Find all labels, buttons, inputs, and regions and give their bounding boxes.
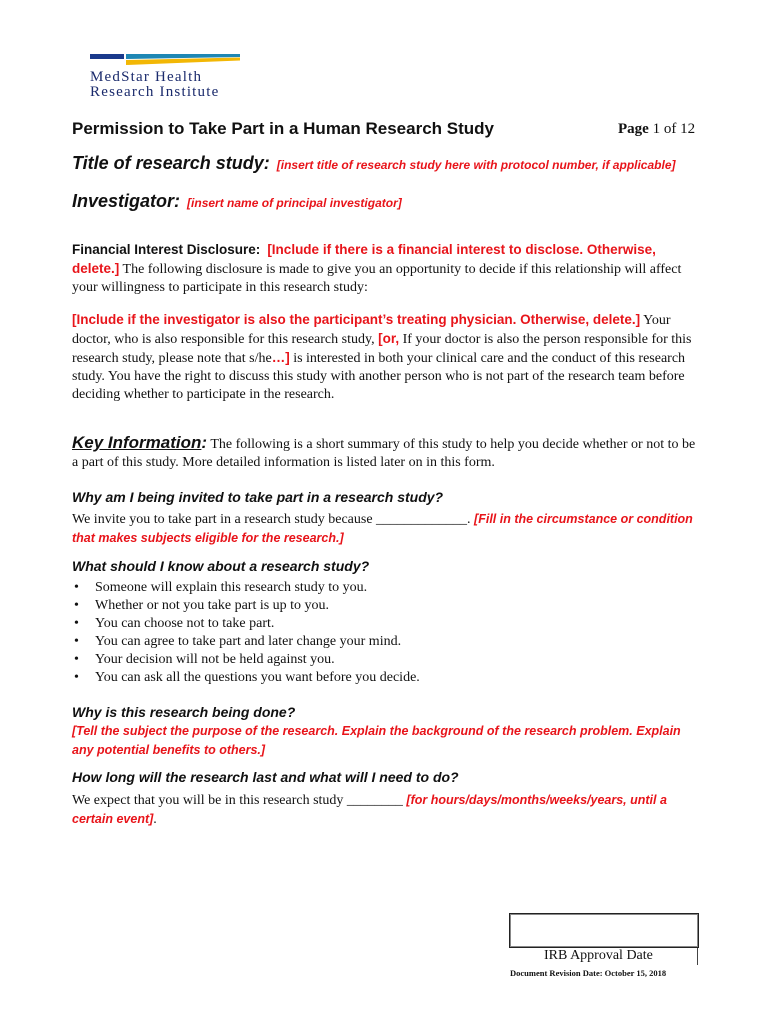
investigator-label: Investigator: bbox=[72, 191, 181, 211]
list-item bbox=[72, 615, 420, 633]
q3-heading: Why is this research being done? bbox=[72, 704, 296, 720]
bullet-icon: • bbox=[74, 670, 79, 685]
bullet-icon: • bbox=[74, 634, 79, 649]
physician-or: [or, bbox=[378, 331, 400, 346]
financial-instruction: [Include if there is a financial interest to disclose. Otherwise, delete.] bbox=[72, 242, 656, 276]
q4-text: We expect that you will be in this research study ________ bbox=[72, 793, 403, 808]
financial-label: Financial Interest Disclosure: bbox=[72, 242, 261, 257]
medstar-logo bbox=[90, 54, 250, 104]
study-title-placeholder: [insert title of research study here with protocol number, if applicable] bbox=[276, 158, 676, 172]
q1-placeholder: [Fill in the circumstance or condition that makes subjects eligible for the research.] bbox=[72, 512, 693, 545]
q1-heading: Why am I being invited to take part in a research study? bbox=[72, 489, 444, 505]
page-current: 1 bbox=[652, 121, 661, 137]
list-item bbox=[72, 633, 420, 651]
key-information-text: The following is a short summary of this study to help you decide whether or not to be a part of this study. More detailed information is listed later on in this form. bbox=[72, 437, 696, 470]
logo-subtitle: Research Institute bbox=[90, 84, 220, 100]
study-title-line bbox=[72, 153, 676, 174]
q4-heading: How long will the research last and what will I need to do? bbox=[72, 769, 459, 785]
q2-bullet-list bbox=[72, 579, 420, 687]
irb-approval-box bbox=[509, 913, 699, 948]
list-item-text: Someone will explain this research study to you. bbox=[95, 580, 368, 595]
q4-end: . bbox=[153, 812, 157, 827]
study-title-label: Title of research study: bbox=[72, 153, 270, 173]
page-label: Page bbox=[618, 121, 649, 137]
key-information-colon: : bbox=[201, 433, 208, 452]
revision-date: Document Revision Date: October 15, 2018 bbox=[510, 968, 667, 978]
physician-text-3: is interested in both your clinical care and the conduct of this research study. You have the right to discuss this study with another person who is not part of the research team before deciding whether to participate in the research. bbox=[72, 351, 686, 402]
q1-body bbox=[72, 510, 700, 548]
financial-text: The following disclosure is made to give you an opportunity to decide if this relationship will affect your willingness to participate in this research study: bbox=[72, 262, 682, 295]
physician-text-2: If your doctor is also the person responsible for this research study, please note that s/he bbox=[72, 332, 692, 366]
financial-disclosure bbox=[72, 241, 700, 297]
list-item-text: Whether or not you take part is up to you. bbox=[95, 598, 330, 613]
investigator-placeholder: [insert name of principal investigator] bbox=[187, 196, 402, 210]
list-item bbox=[72, 597, 420, 615]
irb-approval-label: IRB Approval Date bbox=[544, 948, 653, 963]
physician-text-1: Your doctor, who is also responsible for this research study, bbox=[72, 313, 671, 347]
list-item-text: You can agree to take part and later change your mind. bbox=[95, 634, 402, 649]
bullet-icon: • bbox=[74, 580, 79, 595]
page-of: of bbox=[663, 121, 677, 137]
page-indicator bbox=[618, 121, 695, 138]
investigator-line bbox=[72, 191, 402, 212]
physician-instruction: [Include if the investigator is also the participant’s treating physician. Otherwise, delete.] bbox=[72, 312, 641, 327]
list-item bbox=[72, 579, 420, 597]
bullet-icon: • bbox=[74, 652, 79, 667]
q3-placeholder: [Tell the subject the purpose of the research. Explain the background of the research problem. Explain any potential benefits to others.] bbox=[72, 724, 681, 757]
q2-heading: What should I know about a research study? bbox=[72, 558, 370, 574]
logo-stripes-icon bbox=[90, 54, 240, 68]
list-item-text: You can ask all the questions you want before you decide. bbox=[95, 670, 420, 685]
q3-body bbox=[72, 722, 700, 760]
physician-disclosure bbox=[72, 311, 700, 404]
list-item-text: You can choose not to take part. bbox=[95, 616, 275, 631]
physician-ellipsis: …] bbox=[271, 350, 290, 365]
q4-placeholder: [for hours/days/months/weeks/years, until a certain event] bbox=[72, 793, 667, 826]
logo-name: MedStar Health bbox=[90, 69, 203, 85]
bullet-icon: • bbox=[74, 598, 79, 613]
irb-divider bbox=[697, 948, 698, 965]
document-title: Permission to Take Part in a Human Research Study bbox=[72, 119, 494, 138]
key-information-heading: Key Information bbox=[72, 433, 202, 452]
list-item-text: Your decision will not be held against you. bbox=[95, 652, 335, 667]
list-item bbox=[72, 669, 420, 687]
bullet-icon: • bbox=[74, 616, 79, 631]
list-item bbox=[72, 651, 420, 669]
page-total: 12 bbox=[680, 121, 696, 137]
q1-text: We invite you to take part in a research study because _____________. bbox=[72, 512, 471, 527]
key-information bbox=[72, 434, 700, 472]
q4-body bbox=[72, 791, 700, 829]
